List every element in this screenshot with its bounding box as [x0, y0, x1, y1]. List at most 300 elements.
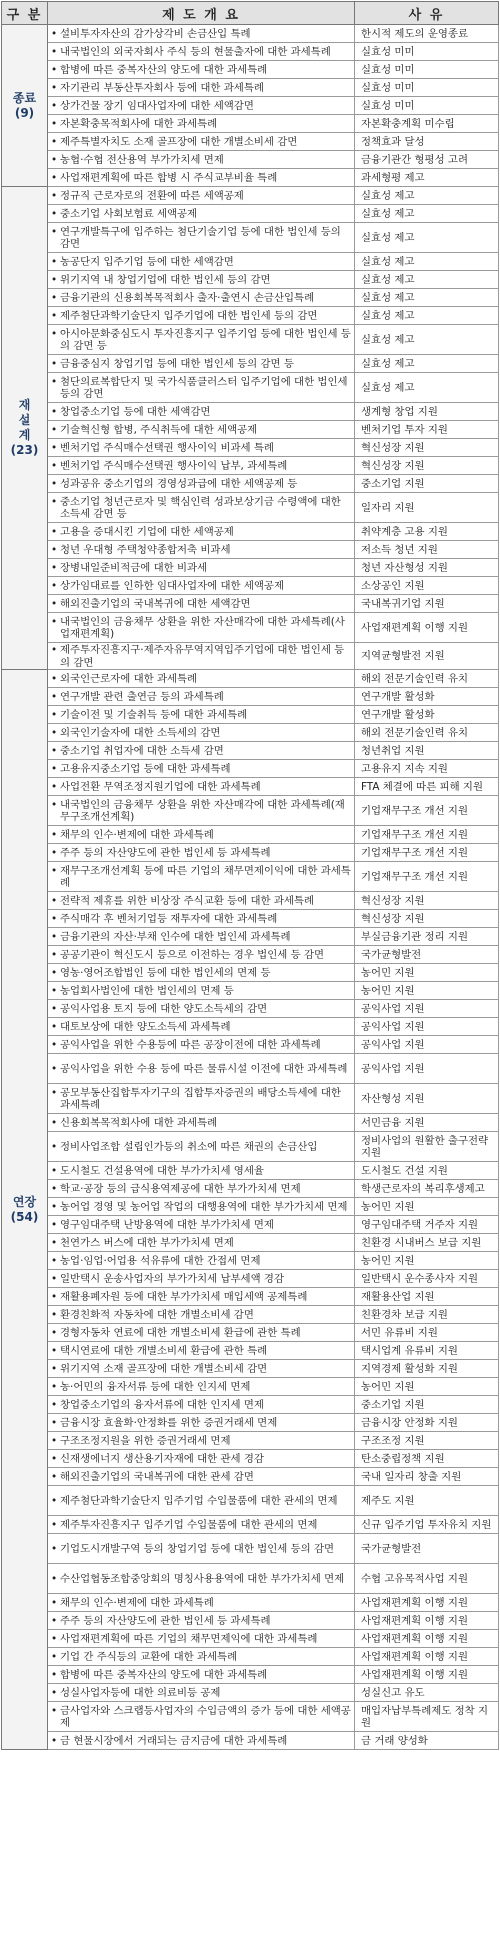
table-row — [2, 1114, 499, 1132]
table-row — [2, 61, 499, 79]
table-row — [2, 892, 499, 910]
table-row — [2, 493, 499, 523]
summary-text: 도시철도 건설용역에 대한 부가가치세 영세율 — [60, 1164, 264, 1177]
reason-cell: 실효성 제고 — [355, 205, 499, 223]
bullet-icon: • — [51, 1632, 58, 1645]
table-row — [2, 1468, 499, 1486]
summary-cell — [48, 862, 355, 892]
summary-cell — [48, 1414, 355, 1432]
reason-cell: 서민금융 지원 — [355, 1114, 499, 1132]
bullet-icon: • — [51, 291, 58, 304]
summary-cell — [48, 1450, 355, 1468]
bullet-icon: • — [51, 1200, 58, 1213]
summary-cell — [48, 205, 355, 223]
bullet-icon: • — [51, 615, 58, 628]
reason-cell: 중소기업 지원 — [355, 1396, 499, 1414]
summary-cell — [48, 1684, 355, 1702]
summary-cell — [48, 169, 355, 187]
summary-cell — [48, 307, 355, 325]
summary-cell — [48, 742, 355, 760]
table-row — [2, 97, 499, 115]
table-row — [2, 1198, 499, 1216]
table-row — [2, 1018, 499, 1036]
reason-cell: 실효성 제고 — [355, 271, 499, 289]
summary-cell — [48, 457, 355, 475]
section-count: (23) — [10, 443, 39, 457]
section-name: 연장 — [12, 1194, 37, 1209]
table-row — [2, 796, 499, 826]
bullet-icon: • — [51, 189, 58, 202]
bullet-icon: • — [51, 1116, 58, 1129]
summary-text: 구조조정지원을 위한 증권거래세 면제 — [60, 1434, 231, 1447]
bullet-icon: • — [51, 1650, 58, 1663]
summary-cell — [48, 475, 355, 493]
table-row — [2, 559, 499, 577]
reason-cell: 성실신고 유도 — [355, 1684, 499, 1702]
table-row — [2, 1342, 499, 1360]
summary-text: 택시연료에 대한 개별소비세 환급에 관한 특례 — [60, 1344, 268, 1357]
table-row — [2, 928, 499, 946]
summary-text: 금융시장 효율화·안정화를 위한 증권거래세 면제 — [60, 1416, 278, 1429]
table-row — [2, 595, 499, 613]
table-row — [2, 688, 499, 706]
summary-text: 경형자동차 연료에 대한 개별소비세 환급에 관한 특례 — [60, 1326, 301, 1339]
reason-cell: 저소득 청년 지원 — [355, 541, 499, 559]
table-row — [2, 355, 499, 373]
table-row — [2, 1084, 499, 1114]
table-row — [2, 25, 499, 43]
summary-text: 대토보상에 대한 양도소득세 과세특례 — [60, 1020, 231, 1033]
bullet-icon: • — [51, 1086, 58, 1099]
summary-cell — [48, 1306, 355, 1324]
bullet-icon: • — [51, 1326, 58, 1339]
reason-cell: 사업재편계획 이행 지원 — [355, 1630, 499, 1648]
summary-text: 상가임대료를 인하한 임대사업자에 대한 세액공제 — [60, 579, 284, 592]
reason-cell: 탄소중립정책 지원 — [355, 1450, 499, 1468]
bullet-icon: • — [51, 966, 58, 979]
bullet-icon: • — [51, 225, 58, 238]
table-row — [2, 670, 499, 688]
bullet-icon: • — [51, 1182, 58, 1195]
summary-text: 기업 간 주식등의 교환에 대한 과세특례 — [60, 1650, 238, 1663]
table-row — [2, 253, 499, 271]
table-row — [2, 826, 499, 844]
reason-cell: 기업재무구조 개선 지원 — [355, 844, 499, 862]
summary-text: 고용유지중소기업 등에 대한 과세특례 — [60, 762, 231, 775]
bullet-icon: • — [51, 690, 58, 703]
summary-text: 정규직 근로자로의 전환에 따른 세액공제 — [60, 189, 244, 202]
summary-text: 금 현물시장에서 거래되는 금지금에 대한 과세특례 — [60, 1734, 288, 1747]
table-row — [2, 1414, 499, 1432]
summary-cell — [48, 1648, 355, 1666]
table-row — [2, 439, 499, 457]
summary-text: 정비사업조합 설립인가등의 취소에 따른 채권의 손금산입 — [60, 1140, 318, 1153]
summary-cell — [48, 1666, 355, 1684]
bullet-icon: • — [51, 207, 58, 220]
table-row — [2, 1732, 499, 1750]
summary-text: 수산업협동조합중앙회의 명칭사용용역에 대한 부가가치세 면제 — [60, 1572, 345, 1585]
reason-cell: 자산형성 지원 — [355, 1084, 499, 1114]
reason-cell: 정비사업의 원활한 출구전략 지원 — [355, 1132, 499, 1162]
reason-cell: 영구임대주택 거주자 지원 — [355, 1216, 499, 1234]
section-count: (9) — [14, 105, 35, 120]
bullet-icon: • — [51, 477, 58, 490]
reason-cell: 지역균형발전 지원 — [355, 643, 499, 670]
bullet-icon: • — [51, 1614, 58, 1627]
bullet-icon: • — [51, 644, 58, 656]
summary-cell — [48, 1612, 355, 1630]
bullet-icon: • — [51, 846, 58, 859]
table-row — [2, 1666, 499, 1684]
table-row — [2, 1054, 499, 1084]
table-row — [2, 307, 499, 325]
table-row — [2, 115, 499, 133]
summary-text: 외국인기술자에 대한 소득세의 감면 — [60, 726, 221, 739]
bullet-icon: • — [51, 27, 58, 40]
bullet-icon: • — [51, 780, 58, 793]
summary-text: 연구개발 관련 출연금 등의 과세특례 — [60, 690, 224, 703]
summary-cell — [48, 826, 355, 844]
table-row — [2, 1702, 499, 1732]
summary-cell — [48, 223, 355, 253]
table-row — [2, 1180, 499, 1198]
tax-incentive-table — [1, 1, 499, 1750]
summary-cell — [48, 892, 355, 910]
bullet-icon: • — [51, 798, 58, 811]
summary-cell — [48, 1036, 355, 1054]
summary-cell — [48, 1486, 355, 1516]
reason-cell: 재활용산업 지원 — [355, 1288, 499, 1306]
summary-text: 제주투자진흥지구·제주자유무역지역입주기업에 대한 법인세 등의 감면 — [60, 644, 345, 669]
summary-text: 청년 우대형 주택청약종합저축 비과세 — [60, 543, 231, 556]
table-row — [2, 910, 499, 928]
summary-text: 상가건물 장기 임대사업자에 대한 세액감면 — [60, 99, 254, 112]
summary-cell — [48, 1162, 355, 1180]
summary-cell — [48, 1594, 355, 1612]
table-row — [2, 613, 499, 643]
summary-text: 제주첨단과학기술단지 입주기업에 대한 법인세 등의 감면 — [60, 309, 318, 322]
summary-text: 채무의 인수·변제에 대한 과세특례 — [60, 828, 214, 841]
summary-text: 제주첨단과학기술단지 입주기업 수입물품에 대한 관세의 면제 — [60, 1494, 338, 1507]
header-summary: 제 도 개 요 — [48, 2, 355, 25]
summary-cell — [48, 97, 355, 115]
summary-cell — [48, 1018, 355, 1036]
bullet-icon: • — [51, 1308, 58, 1321]
bullet-icon: • — [51, 672, 58, 685]
table-row — [2, 706, 499, 724]
summary-text: 농업·임업·어업용 석유류에 대한 간접세 면제 — [60, 1254, 261, 1267]
summary-text: 벤처기업 주식매수선택권 행사이익 납부, 과세특례 — [60, 459, 288, 472]
bullet-icon: • — [51, 117, 58, 130]
table-row — [2, 1684, 499, 1702]
table-row — [2, 643, 499, 670]
summary-cell — [48, 325, 355, 355]
table-row — [2, 1288, 499, 1306]
reason-cell: 농어민 지원 — [355, 1252, 499, 1270]
reason-cell: 생계형 창업 지원 — [355, 403, 499, 421]
summary-text: 농어업 경영 및 농어업 작업의 대행용역에 대한 부가가치세 면제 — [60, 1200, 348, 1213]
table-row — [2, 862, 499, 892]
bullet-icon: • — [51, 63, 58, 76]
summary-text: 농공단지 입주기업 등에 대한 세액감면 — [60, 255, 234, 268]
bullet-icon: • — [51, 1494, 58, 1507]
reason-cell: 일자리 지원 — [355, 493, 499, 523]
bullet-icon: • — [51, 423, 58, 436]
summary-cell — [48, 403, 355, 421]
section-count: (54) — [10, 1209, 39, 1224]
summary-cell — [48, 1396, 355, 1414]
bullet-icon: • — [51, 930, 58, 943]
summary-cell — [48, 1054, 355, 1084]
reason-cell: 청년취업 지원 — [355, 742, 499, 760]
table-row — [2, 1432, 499, 1450]
reason-cell: 혁신성장 지원 — [355, 439, 499, 457]
reason-cell: 친환경차 보급 지원 — [355, 1306, 499, 1324]
summary-text: 기업도시개발구역 등의 창업기업 등에 대한 법인세 등의 감면 — [60, 1542, 335, 1555]
reason-cell: 실효성 제고 — [355, 307, 499, 325]
summary-cell — [48, 706, 355, 724]
bullet-icon: • — [51, 153, 58, 166]
summary-text: 기술이전 및 기술취득 등에 대한 과세특례 — [60, 708, 248, 721]
table-row — [2, 403, 499, 421]
reason-cell: 지역경제 활성화 지원 — [355, 1360, 499, 1378]
reason-cell: 과세형평 제고 — [355, 169, 499, 187]
summary-text: 공익사업을 위한 수용등에 따른 공장이전에 대한 과세특례 — [60, 1038, 321, 1051]
section-label — [2, 25, 48, 187]
bullet-icon: • — [51, 459, 58, 472]
summary-cell — [48, 253, 355, 271]
summary-text: 합병에 따른 중복자산의 양도에 대한 과세특례 — [60, 63, 268, 76]
table-row — [2, 133, 499, 151]
bullet-icon: • — [51, 1542, 58, 1555]
summary-text: 사업재편계획에 따른 합병 시 주식교부비율 특례 — [60, 171, 278, 184]
bullet-icon: • — [51, 45, 58, 58]
reason-cell: 혁신성장 지원 — [355, 457, 499, 475]
reason-cell: 실효성 제고 — [355, 373, 499, 403]
summary-cell — [48, 670, 355, 688]
summary-cell — [48, 964, 355, 982]
reason-cell: 실효성 미미 — [355, 43, 499, 61]
summary-cell — [48, 43, 355, 61]
summary-text: 재무구조개선계획 등에 따른 기업의 채무면제이익에 대한 과세특례 — [60, 864, 351, 889]
summary-text: 공익사업을 위한 수용 등에 따른 물류시설 이전에 대한 과세특례 — [60, 1062, 348, 1075]
bullet-icon: • — [51, 726, 58, 739]
table-row — [2, 289, 499, 307]
summary-text: 농협·수협 전산용역 부가가치세 면제 — [60, 153, 224, 166]
reason-cell: 혁신성장 지원 — [355, 910, 499, 928]
section-name: 재설계 — [18, 398, 31, 442]
table-row — [2, 1486, 499, 1516]
bullet-icon: • — [51, 1470, 58, 1483]
summary-text: 사업전환 무역조정지원기업에 대한 과세특례 — [60, 780, 261, 793]
summary-text: 금융기관의 자산·부채 인수에 대한 법인세 과세특례 — [60, 930, 291, 943]
summary-text: 주주 등의 자산양도에 관한 법인세 등 과세특례 — [60, 1614, 271, 1627]
summary-text: 장병내일준비적금에 대한 비과세 — [60, 561, 208, 574]
summary-text: 환경친화적 자동차에 대한 개별소비세 감면 — [60, 1308, 254, 1321]
reason-cell: 택시업계 유류비 지원 — [355, 1342, 499, 1360]
bullet-icon: • — [51, 1344, 58, 1357]
table-row — [2, 43, 499, 61]
summary-cell — [48, 1468, 355, 1486]
summary-text: 해외진출기업의 국내복귀에 대한 세액감면 — [60, 597, 251, 610]
summary-text: 금융기관의 신용회복목적회사 출자·출연시 손금산입특례 — [60, 291, 315, 304]
summary-cell — [48, 79, 355, 97]
table-row — [2, 421, 499, 439]
header-category: 구 분 — [2, 2, 48, 25]
bullet-icon: • — [51, 1452, 58, 1465]
summary-cell — [48, 493, 355, 523]
table-row — [2, 457, 499, 475]
reason-cell: 해외 전문기술인력 유치 — [355, 724, 499, 742]
table-row — [2, 760, 499, 778]
summary-cell — [48, 523, 355, 541]
reason-cell: 사업재편계획 이행 지원 — [355, 1612, 499, 1630]
table-row — [2, 1234, 499, 1252]
reason-cell: 연구개발 활성화 — [355, 706, 499, 724]
table-header-row — [2, 2, 499, 25]
bullet-icon: • — [51, 1398, 58, 1411]
summary-text: 농·어민의 융자서류 등에 대한 인지세 면제 — [60, 1380, 251, 1393]
bullet-icon: • — [51, 1038, 58, 1051]
summary-cell — [48, 946, 355, 964]
reason-cell: 청년 자산형성 지원 — [355, 559, 499, 577]
bullet-icon: • — [51, 1518, 58, 1531]
reason-cell: 매입자납부특례제도 정착 지원 — [355, 1702, 499, 1732]
summary-cell — [48, 577, 355, 595]
bullet-icon: • — [51, 1362, 58, 1375]
reason-cell: FTA 체결에 따른 피해 지원 — [355, 778, 499, 796]
reason-cell: 서민 유류비 지원 — [355, 1324, 499, 1342]
table-row — [2, 1378, 499, 1396]
summary-text: 금사업자와 스크랩등사업자의 수입금액의 증가 등에 대한 세액공제 — [60, 1704, 351, 1729]
table-row — [2, 946, 499, 964]
bullet-icon: • — [51, 912, 58, 925]
table-row — [2, 1360, 499, 1378]
summary-cell — [48, 439, 355, 457]
table-row — [2, 151, 499, 169]
summary-text: 공익사업용 토지 등에 대한 양도소득세의 감면 — [60, 1002, 268, 1015]
reason-cell: 공익사업 지원 — [355, 1054, 499, 1084]
bullet-icon: • — [51, 762, 58, 775]
summary-cell — [48, 928, 355, 946]
reason-cell: 실효성 제고 — [355, 187, 499, 205]
bullet-icon: • — [51, 579, 58, 592]
table-row — [2, 205, 499, 223]
table-row — [2, 844, 499, 862]
bullet-icon: • — [51, 1140, 58, 1153]
reason-cell: 일반택시 운수종사자 지원 — [355, 1270, 499, 1288]
reason-cell: 기업재무구조 개선 지원 — [355, 862, 499, 892]
summary-text: 내국법인의 금융채무 상환을 위한 자산매각에 대한 과세특례(재무구조개선계획) — [60, 798, 345, 823]
summary-cell — [48, 1252, 355, 1270]
summary-cell — [48, 796, 355, 826]
summary-text: 내국법인의 외국자회사 주식 등의 현물출자에 대한 과세특례 — [60, 45, 331, 58]
summary-text: 해외진출기업의 국내복귀에 대한 관세 감면 — [60, 1470, 254, 1483]
reason-cell: 농어민 지원 — [355, 1378, 499, 1396]
table-row — [2, 541, 499, 559]
bullet-icon: • — [51, 828, 58, 841]
reason-cell: 공익사업 지원 — [355, 1000, 499, 1018]
summary-text: 금융중심지 창업기업 등에 대한 법인세 등의 감면 등 — [60, 357, 294, 370]
summary-cell — [48, 688, 355, 706]
table-row — [2, 1594, 499, 1612]
summary-text: 제주특별자치도 소재 골프장에 대한 개별소비세 감면 — [60, 135, 298, 148]
table-row — [2, 1324, 499, 1342]
summary-cell — [48, 541, 355, 559]
bullet-icon: • — [51, 597, 58, 610]
summary-cell — [48, 1702, 355, 1732]
reason-cell: 실효성 제고 — [355, 253, 499, 271]
bullet-icon: • — [51, 1290, 58, 1303]
bullet-icon: • — [51, 1164, 58, 1177]
bullet-icon: • — [51, 1734, 58, 1747]
reason-cell: 기업재무구조 개선 지원 — [355, 796, 499, 826]
summary-cell — [48, 1516, 355, 1534]
reason-cell: 사업재편계획 이행 지원 — [355, 1648, 499, 1666]
summary-text: 성실사업자등에 대한 의료비등 공제 — [60, 1686, 221, 1699]
table-row — [2, 223, 499, 253]
summary-cell — [48, 1564, 355, 1594]
reason-cell: 사업재편계획 이행 지원 — [355, 1594, 499, 1612]
bullet-icon: • — [51, 708, 58, 721]
summary-text: 재활용폐자원 등에 대한 부가가치세 매입세액 공제특례 — [60, 1290, 308, 1303]
bullet-icon: • — [51, 543, 58, 556]
table-row — [2, 271, 499, 289]
summary-cell — [48, 1000, 355, 1018]
summary-cell — [48, 778, 355, 796]
summary-text: 영농·영어조합법인 등에 대한 법인세의 면제 등 — [60, 966, 271, 979]
summary-cell — [48, 1270, 355, 1288]
section-name: 종료 — [12, 90, 37, 105]
reason-cell: 국내 일자리 창출 지원 — [355, 1468, 499, 1486]
reason-cell: 공익사업 지원 — [355, 1036, 499, 1054]
reason-cell: 기업재무구조 개선 지원 — [355, 826, 499, 844]
table-row — [2, 1612, 499, 1630]
bullet-icon: • — [51, 1572, 58, 1585]
summary-cell — [48, 151, 355, 169]
summary-cell — [48, 760, 355, 778]
summary-text: 내국법인의 금융채무 상환을 위한 자산매각에 대한 과세특례(사업재편계획) — [60, 615, 345, 640]
summary-text: 전략적 제휴를 위한 비상장 주식교환 등에 대한 과세특례 — [60, 894, 314, 907]
bullet-icon: • — [51, 1668, 58, 1681]
reason-cell: 사업재편계획 이행 지원 — [355, 613, 499, 643]
table-row — [2, 1450, 499, 1468]
summary-text: 중소기업 사회보험료 세액공제 — [60, 207, 198, 220]
bullet-icon: • — [51, 309, 58, 322]
table-row — [2, 325, 499, 355]
summary-cell — [48, 1534, 355, 1564]
bullet-icon: • — [51, 984, 58, 997]
summary-cell — [48, 559, 355, 577]
summary-cell — [48, 1234, 355, 1252]
summary-cell — [48, 1132, 355, 1162]
summary-text: 사업재편계획에 따른 기업의 채무면제익에 대한 과세특례 — [60, 1632, 318, 1645]
bullet-icon: • — [51, 1704, 58, 1717]
summary-text: 아시아문화중심도시 투자진흥지구 입주기업 등에 대한 법인세 등의 감면 등 — [60, 327, 351, 352]
reason-cell: 소상공인 지원 — [355, 577, 499, 595]
bullet-icon: • — [51, 495, 58, 508]
reason-cell: 부실금융기관 정리 지원 — [355, 928, 499, 946]
table-row — [2, 169, 499, 187]
bullet-icon: • — [51, 1596, 58, 1609]
table-row — [2, 475, 499, 493]
summary-text: 외국인근로자에 대한 과세특례 — [60, 672, 198, 685]
reason-cell: 구조조정 지원 — [355, 1432, 499, 1450]
reason-cell: 실효성 제고 — [355, 325, 499, 355]
summary-cell — [48, 1630, 355, 1648]
reason-cell: 연구개발 활성화 — [355, 688, 499, 706]
bullet-icon: • — [51, 1254, 58, 1267]
